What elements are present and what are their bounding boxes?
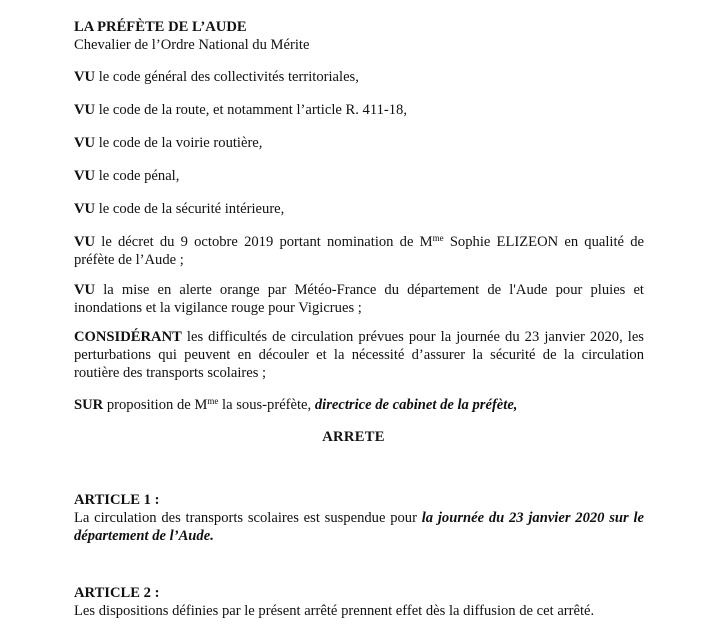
article-heading: ARTICLE 2 : bbox=[74, 585, 160, 601]
authority-distinction: Chevalier de l’Ordre National du Mérite bbox=[74, 37, 310, 53]
proposal-emphasis: directrice de cabinet de la préfète, bbox=[314, 397, 518, 413]
visa-text: la mise en alerte orange par Météo-France du département de l'Aude pour pluies et inondations et la vigilance rouge pour Vigicrues ; bbox=[74, 282, 644, 316]
decree-visa-paragraph bbox=[74, 233, 644, 269]
proposal-keyword: SUR bbox=[74, 397, 104, 413]
alert-visa-paragraph bbox=[74, 281, 644, 317]
decision-title: ARRETE bbox=[322, 429, 385, 445]
visa-text: le code de la sécurité intérieure, bbox=[95, 201, 285, 217]
title-superscript: me bbox=[432, 233, 444, 243]
visa-paragraph-5 bbox=[74, 200, 644, 218]
article-text: La circulation des transports scolaires est suspendue pour bbox=[74, 510, 422, 526]
visa-text: le code général des collectivités territoriales, bbox=[95, 69, 359, 85]
visa-paragraph-2 bbox=[74, 101, 644, 119]
proposal-text: la sous-préfète, bbox=[218, 397, 315, 413]
article-heading: ARTICLE 1 : bbox=[74, 492, 160, 508]
considering-text: les difficultés de circulation prévues pour la journée du 23 janvier 2020, les perturbations qui peuvent en découler et la nécessité d’assurer la sécurité de la circulation routière des transports scolaires ; bbox=[74, 329, 644, 381]
visa-keyword: VU bbox=[74, 234, 96, 250]
visa-text: le code de la voirie routière, bbox=[95, 135, 263, 151]
visa-keyword: VU bbox=[74, 69, 96, 85]
visa-keyword: VU bbox=[74, 282, 96, 298]
article-1 bbox=[74, 491, 644, 545]
visa-text: Sophie ELIZEON en qualité de préfète de l’Aude ; bbox=[74, 234, 644, 268]
visa-keyword: VU bbox=[74, 201, 96, 217]
visa-paragraph-1 bbox=[74, 68, 644, 86]
visa-keyword: VU bbox=[74, 102, 96, 118]
proposal-text: proposition de M bbox=[103, 397, 208, 413]
considering-keyword: CONSIDÉRANT bbox=[74, 329, 182, 345]
issuing-authority: LA PRÉFÈTE DE L’AUDE bbox=[74, 19, 247, 35]
article-emphasis: la journée du 23 janvier 2020 sur le département de l’Aude. bbox=[74, 510, 645, 544]
proposal-paragraph bbox=[74, 396, 644, 414]
visa-paragraph-3 bbox=[74, 134, 644, 152]
visa-text: le décret du 9 octobre 2019 portant nomination de M bbox=[95, 234, 433, 250]
visa-paragraph-4 bbox=[74, 167, 644, 185]
visa-text: le code pénal, bbox=[95, 168, 180, 184]
title-superscript: me bbox=[207, 396, 219, 406]
visa-keyword: VU bbox=[74, 168, 96, 184]
document-header bbox=[74, 18, 644, 54]
considering-paragraph bbox=[74, 328, 644, 382]
article-text: Les dispositions définies par le présent arrêté prennent effet dès la diffusion de cet arrêté. bbox=[74, 603, 595, 619]
article-2 bbox=[74, 584, 644, 620]
visa-keyword: VU bbox=[74, 135, 96, 151]
visa-text: le code de la route, et notamment l’article R. 411-18, bbox=[95, 102, 407, 118]
article-body bbox=[74, 509, 644, 545]
